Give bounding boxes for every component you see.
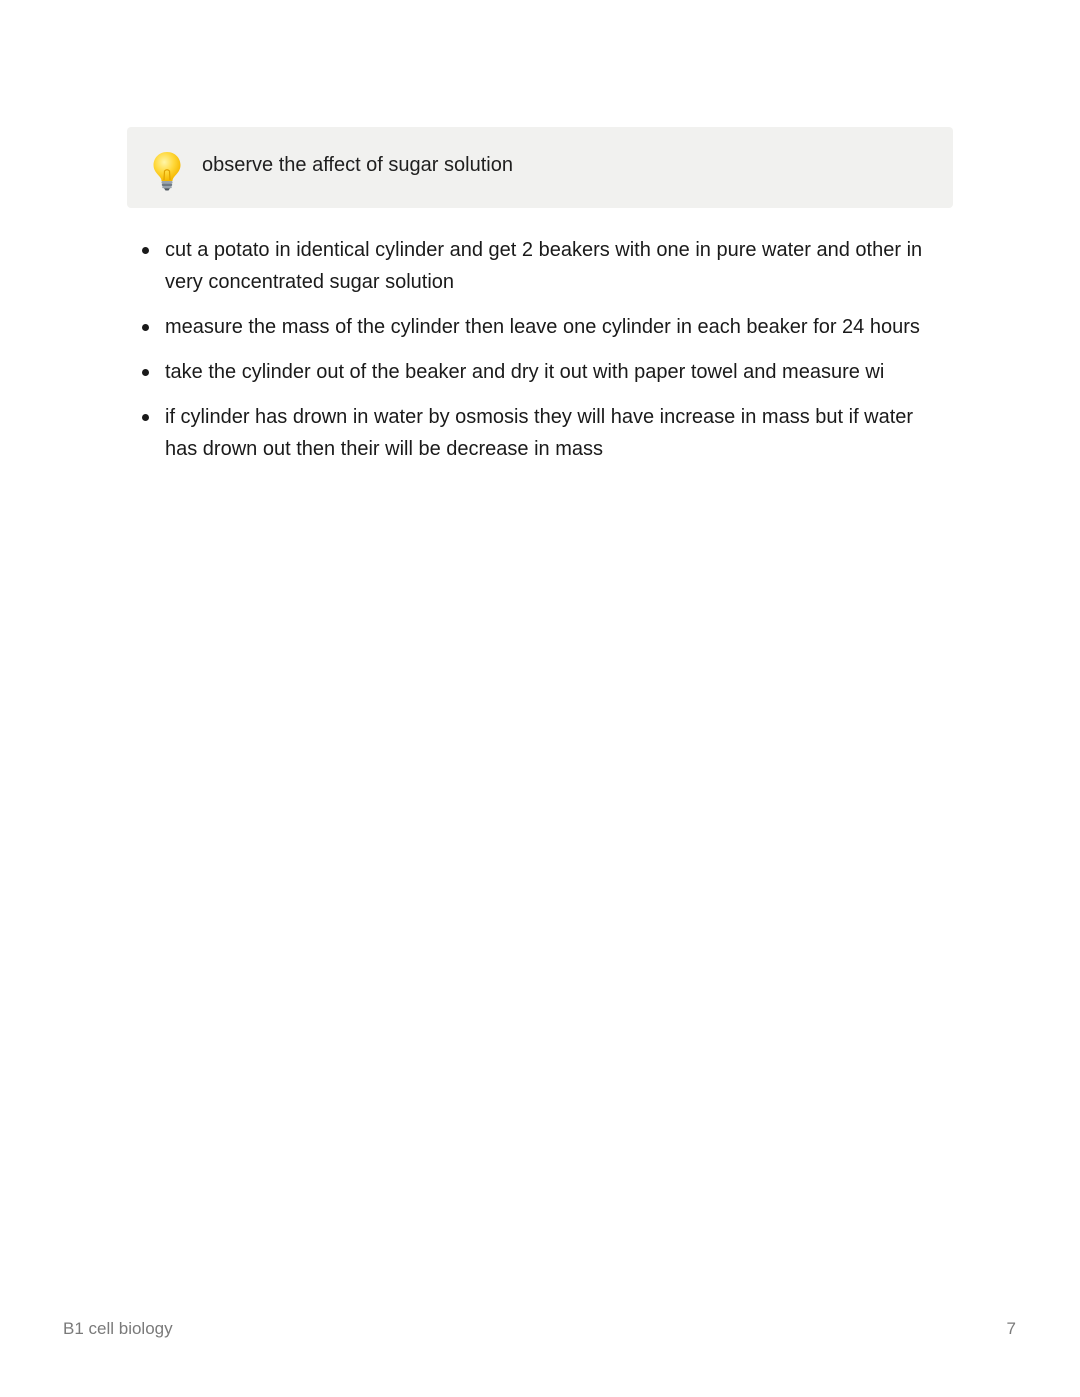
list-item bbox=[140, 356, 950, 388]
list-item bbox=[140, 311, 950, 343]
list-item-text: measure the mass of the cylinder then leave one cylinder in each beaker for 24 hours bbox=[165, 316, 920, 338]
list-item-text: cut a potato in identical cylinder and get 2 beakers with one in pure water and other in very concentrated sugar solution bbox=[165, 239, 923, 293]
list-item bbox=[140, 234, 950, 298]
bullet-point-icon bbox=[142, 414, 149, 421]
callout-block bbox=[127, 127, 953, 208]
list-item-text: take the cylinder out of the beaker and dry it out with paper towel and measure wi bbox=[165, 361, 885, 383]
bullet-point-icon bbox=[142, 247, 149, 254]
list-item bbox=[140, 401, 950, 465]
bullet-point-icon bbox=[142, 369, 149, 376]
bullet-point-icon bbox=[142, 324, 149, 331]
footer-section-title: B1 cell biology bbox=[63, 1319, 173, 1338]
page-number: 7 bbox=[1006, 1319, 1016, 1338]
bullet-list bbox=[140, 234, 950, 478]
lightbulb-icon bbox=[152, 151, 182, 191]
list-item-text: if cylinder has drown in water by osmosis they will have increase in mass but if water has drown out then their will be decrease in mass bbox=[165, 406, 914, 460]
callout-text: observe the affect of sugar solution bbox=[202, 154, 513, 176]
